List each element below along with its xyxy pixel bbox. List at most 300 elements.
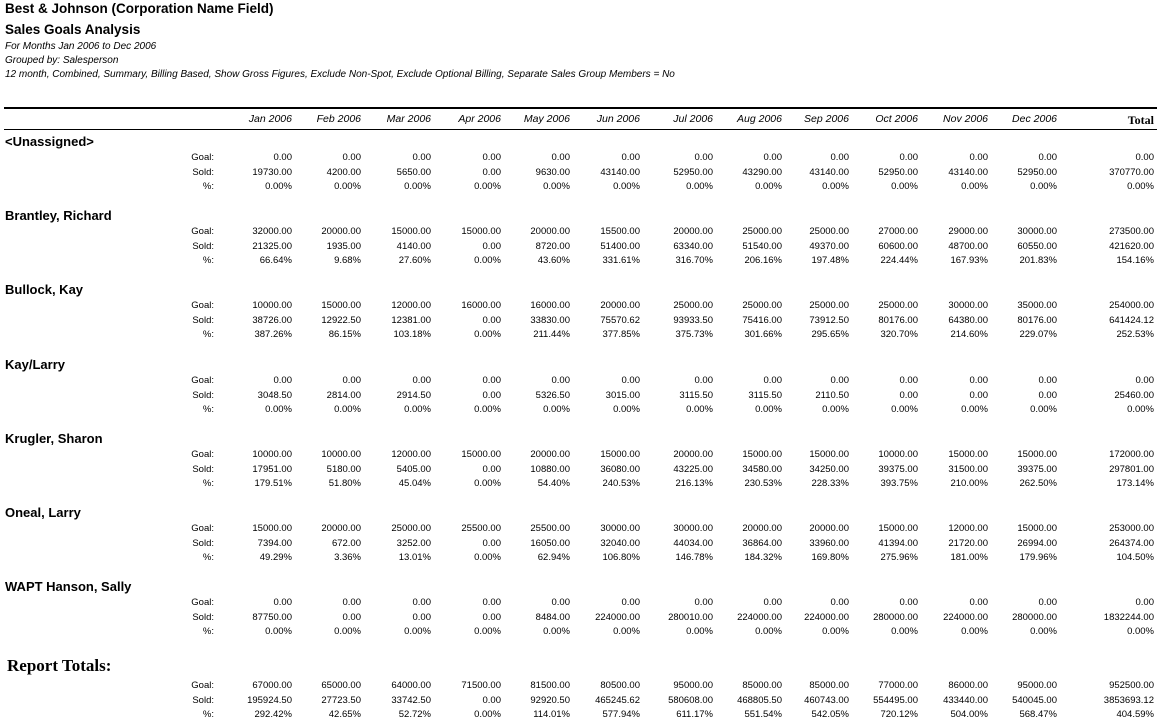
column-header: Dec 2006 [1012, 113, 1057, 125]
value-cell: 460743.00 [804, 695, 849, 706]
value-cell: 51400.00 [600, 241, 640, 252]
row-label: Goal: [191, 152, 214, 163]
value-cell: 0.00% [1030, 626, 1057, 637]
value-cell: 0.00 [482, 375, 501, 386]
value-cell: 103.18% [393, 329, 431, 340]
row-label: Sold: [192, 695, 214, 706]
total-cell: 172000.00 [1109, 449, 1154, 460]
value-cell: 210.00% [950, 478, 988, 489]
total-cell: 0.00 [1135, 597, 1154, 608]
value-cell: 0.00% [543, 404, 570, 415]
value-cell: 230.53% [744, 478, 782, 489]
value-cell: 0.00 [830, 375, 849, 386]
value-cell: 672.00 [331, 538, 361, 549]
value-cell: 0.00 [482, 390, 501, 401]
value-cell: 36080.00 [600, 464, 640, 475]
value-cell: 540045.00 [1012, 695, 1057, 706]
value-cell: 30000.00 [948, 300, 988, 311]
value-cell: 0.00% [543, 626, 570, 637]
value-cell: 184.32% [744, 552, 782, 563]
value-cell: 4140.00 [396, 241, 431, 252]
value-cell: 30000.00 [1017, 226, 1057, 237]
value-cell: 81500.00 [530, 680, 570, 691]
value-cell: 0.00 [969, 152, 988, 163]
value-cell: 0.00 [482, 152, 501, 163]
value-cell: 29000.00 [948, 226, 988, 237]
value-cell: 12000.00 [391, 300, 431, 311]
value-cell: 0.00 [621, 597, 640, 608]
value-cell: 20000.00 [600, 300, 640, 311]
value-cell: 25000.00 [742, 226, 782, 237]
value-cell: 0.00 [763, 152, 782, 163]
value-cell: 0.00% [961, 404, 988, 415]
value-cell: 0.00 [969, 375, 988, 386]
value-cell: 0.00% [334, 181, 361, 192]
row-label: %: [202, 478, 214, 489]
value-cell: 0.00 [969, 390, 988, 401]
value-cell: 8484.00 [535, 612, 570, 623]
value-cell: 0.00% [613, 404, 640, 415]
column-header-total: Total [1127, 113, 1154, 127]
value-cell: 15000.00 [461, 226, 501, 237]
value-cell: 38726.00 [252, 315, 292, 326]
value-cell: 12381.00 [391, 315, 431, 326]
value-cell: 85000.00 [809, 680, 849, 691]
value-cell: 87750.00 [252, 612, 292, 623]
value-cell: 0.00 [342, 597, 361, 608]
value-cell: 0.00% [474, 626, 501, 637]
value-cell: 75416.00 [742, 315, 782, 326]
column-header: Jan 2006 [248, 113, 292, 125]
total-cell: 252.53% [1116, 329, 1154, 340]
report-grouping: Grouped by: Salesperson [5, 55, 119, 66]
row-label: %: [202, 404, 214, 415]
value-cell: 0.00 [899, 152, 918, 163]
value-cell: 0.00% [686, 404, 713, 415]
total-cell: 104.50% [1116, 552, 1154, 563]
value-cell: 5180.00 [326, 464, 361, 475]
value-cell: 0.00% [474, 709, 501, 720]
value-cell: 0.00% [822, 404, 849, 415]
value-cell: 228.33% [811, 478, 849, 489]
value-cell: 63340.00 [673, 241, 713, 252]
column-header: May 2006 [523, 113, 570, 125]
value-cell: 25000.00 [742, 300, 782, 311]
row-label: %: [202, 626, 214, 637]
value-cell: 0.00% [755, 181, 782, 192]
value-cell: 375.73% [675, 329, 713, 340]
value-cell: 20000.00 [321, 523, 361, 534]
value-cell: 169.80% [811, 552, 849, 563]
value-cell: 0.00% [961, 626, 988, 637]
value-cell: 0.00 [899, 375, 918, 386]
total-cell: 0.00 [1135, 375, 1154, 386]
report-period: For Months Jan 2006 to Dec 2006 [5, 41, 157, 52]
value-cell: 0.00% [822, 181, 849, 192]
total-cell: 952500.00 [1109, 680, 1154, 691]
value-cell: 0.00 [342, 152, 361, 163]
value-cell: 42.65% [328, 709, 361, 720]
column-header: Jun 2006 [596, 113, 640, 125]
value-cell: 0.00% [474, 255, 501, 266]
value-cell: 0.00% [474, 478, 501, 489]
value-cell: 331.61% [602, 255, 640, 266]
value-cell: 80176.00 [878, 315, 918, 326]
total-cell: 0.00 [1135, 152, 1154, 163]
value-cell: 15000.00 [321, 300, 361, 311]
value-cell: 551.54% [744, 709, 782, 720]
value-cell: 20000.00 [809, 523, 849, 534]
value-cell: 0.00 [694, 597, 713, 608]
total-cell: 154.16% [1116, 255, 1154, 266]
value-cell: 92920.50 [530, 695, 570, 706]
value-cell: 275.96% [880, 552, 918, 563]
value-cell: 95000.00 [673, 680, 713, 691]
value-cell: 30000.00 [600, 523, 640, 534]
value-cell: 316.70% [675, 255, 713, 266]
value-cell: 10000.00 [252, 300, 292, 311]
value-cell: 224000.00 [943, 612, 988, 623]
value-cell: 20000.00 [321, 226, 361, 237]
value-cell: 35000.00 [1017, 300, 1057, 311]
value-cell: 25500.00 [461, 523, 501, 534]
value-cell: 41394.00 [878, 538, 918, 549]
value-cell: 542.05% [811, 709, 849, 720]
value-cell: 0.00% [404, 626, 431, 637]
value-cell: 0.00 [482, 464, 501, 475]
row-label: Goal: [191, 680, 214, 691]
value-cell: 1935.00 [326, 241, 361, 252]
value-cell: 2814.00 [326, 390, 361, 401]
value-cell: 0.00% [334, 404, 361, 415]
value-cell: 0.00% [613, 626, 640, 637]
value-cell: 0.00% [1030, 181, 1057, 192]
value-cell: 30000.00 [673, 523, 713, 534]
value-cell: 43140.00 [600, 167, 640, 178]
value-cell: 43225.00 [673, 464, 713, 475]
value-cell: 3115.50 [748, 390, 782, 401]
value-cell: 52950.00 [673, 167, 713, 178]
value-cell: 5405.00 [396, 464, 431, 475]
value-cell: 51540.00 [742, 241, 782, 252]
value-cell: 0.00 [694, 152, 713, 163]
value-cell: 0.00 [763, 375, 782, 386]
row-label: Sold: [192, 315, 214, 326]
column-header: Oct 2006 [875, 113, 918, 125]
value-cell: 4200.00 [326, 167, 361, 178]
value-cell: 387.26% [254, 329, 292, 340]
value-cell: 568.47% [1019, 709, 1057, 720]
row-label: Goal: [191, 300, 214, 311]
value-cell: 25000.00 [391, 523, 431, 534]
value-cell: 295.65% [811, 329, 849, 340]
value-cell: 146.78% [675, 552, 713, 563]
value-cell: 0.00 [1038, 152, 1057, 163]
value-cell: 0.00 [551, 152, 570, 163]
value-cell: 8720.00 [535, 241, 570, 252]
value-cell: 465245.62 [595, 695, 640, 706]
row-label: Sold: [192, 390, 214, 401]
total-cell: 641424.12 [1109, 315, 1154, 326]
value-cell: 25000.00 [809, 300, 849, 311]
value-cell: 167.93% [950, 255, 988, 266]
value-cell: 3.36% [334, 552, 361, 563]
column-header: Sep 2006 [804, 113, 849, 125]
total-cell: 297801.00 [1109, 464, 1154, 475]
value-cell: 0.00% [543, 181, 570, 192]
value-cell: 45.04% [398, 478, 431, 489]
value-cell: 201.83% [1019, 255, 1057, 266]
value-cell: 0.00 [621, 152, 640, 163]
value-cell: 32040.00 [600, 538, 640, 549]
value-cell: 20000.00 [673, 226, 713, 237]
total-cell: 25460.00 [1114, 390, 1154, 401]
value-cell: 0.00 [1038, 375, 1057, 386]
value-cell: 75570.62 [600, 315, 640, 326]
value-cell: 48700.00 [948, 241, 988, 252]
value-cell: 0.00 [1038, 390, 1057, 401]
value-cell: 0.00% [265, 404, 292, 415]
value-cell: 0.00 [412, 612, 431, 623]
value-cell: 60600.00 [878, 241, 918, 252]
salesperson-name: Oneal, Larry [5, 505, 81, 520]
value-cell: 301.66% [744, 329, 782, 340]
value-cell: 0.00 [273, 152, 292, 163]
value-cell: 0.00 [482, 241, 501, 252]
total-cell: 253000.00 [1109, 523, 1154, 534]
value-cell: 0.00% [822, 626, 849, 637]
value-cell: 393.75% [880, 478, 918, 489]
value-cell: 433440.00 [943, 695, 988, 706]
value-cell: 0.00% [755, 404, 782, 415]
value-cell: 0.00% [404, 181, 431, 192]
salesperson-name: WAPT Hanson, Sally [5, 579, 132, 594]
value-cell: 504.00% [950, 709, 988, 720]
value-cell: 0.00 [830, 152, 849, 163]
value-cell: 15000.00 [878, 523, 918, 534]
value-cell: 17951.00 [252, 464, 292, 475]
value-cell: 206.16% [744, 255, 782, 266]
total-cell: 264374.00 [1109, 538, 1154, 549]
value-cell: 0.00 [830, 597, 849, 608]
value-cell: 0.00% [334, 626, 361, 637]
row-label: Goal: [191, 226, 214, 237]
value-cell: 0.00% [474, 404, 501, 415]
value-cell: 0.00 [482, 695, 501, 706]
value-cell: 60550.00 [1017, 241, 1057, 252]
value-cell: 214.60% [950, 329, 988, 340]
value-cell: 0.00 [273, 597, 292, 608]
value-cell: 580608.00 [668, 695, 713, 706]
value-cell: 216.13% [675, 478, 713, 489]
value-cell: 95000.00 [1017, 680, 1057, 691]
value-cell: 5650.00 [396, 167, 431, 178]
value-cell: 10000.00 [321, 449, 361, 460]
value-cell: 12000.00 [391, 449, 431, 460]
value-cell: 0.00 [482, 597, 501, 608]
value-cell: 86000.00 [948, 680, 988, 691]
value-cell: 19730.00 [252, 167, 292, 178]
value-cell: 240.53% [602, 478, 640, 489]
value-cell: 15500.00 [600, 226, 640, 237]
value-cell: 16000.00 [530, 300, 570, 311]
value-cell: 80500.00 [600, 680, 640, 691]
value-cell: 611.17% [676, 709, 713, 720]
value-cell: 0.00 [273, 375, 292, 386]
value-cell: 0.00 [551, 375, 570, 386]
row-label: %: [202, 709, 214, 720]
value-cell: 52950.00 [1017, 167, 1057, 178]
value-cell: 15000.00 [1017, 523, 1057, 534]
value-cell: 25500.00 [530, 523, 570, 534]
column-header: Jul 2006 [673, 113, 713, 125]
value-cell: 292.42% [254, 709, 292, 720]
value-cell: 10880.00 [530, 464, 570, 475]
value-cell: 71500.00 [461, 680, 501, 691]
value-cell: 2914.50 [396, 390, 431, 401]
value-cell: 0.00 [482, 538, 501, 549]
value-cell: 21325.00 [252, 241, 292, 252]
value-cell: 224.44% [880, 255, 918, 266]
value-cell: 224000.00 [595, 612, 640, 623]
value-cell: 3115.50 [679, 390, 713, 401]
value-cell: 211.44% [533, 329, 570, 340]
total-cell: 0.00% [1127, 404, 1154, 415]
value-cell: 20000.00 [673, 449, 713, 460]
value-cell: 43140.00 [809, 167, 849, 178]
value-cell: 15000.00 [742, 449, 782, 460]
total-cell: 404.59% [1116, 709, 1154, 720]
value-cell: 15000.00 [461, 449, 501, 460]
value-cell: 25000.00 [878, 300, 918, 311]
value-cell: 0.00 [412, 597, 431, 608]
value-cell: 93933.50 [673, 315, 713, 326]
value-cell: 229.07% [1019, 329, 1057, 340]
value-cell: 0.00% [265, 181, 292, 192]
value-cell: 36864.00 [742, 538, 782, 549]
value-cell: 64380.00 [948, 315, 988, 326]
column-header: Nov 2006 [943, 113, 988, 125]
total-cell: 3853693.12 [1103, 695, 1154, 706]
value-cell: 179.51% [254, 478, 292, 489]
value-cell: 0.00 [482, 167, 501, 178]
value-cell: 0.00% [891, 404, 918, 415]
total-cell: 254000.00 [1109, 300, 1154, 311]
value-cell: 13.01% [398, 552, 431, 563]
value-cell: 34580.00 [742, 464, 782, 475]
total-cell: 421620.00 [1109, 241, 1154, 252]
column-header: Feb 2006 [316, 113, 361, 125]
value-cell: 27.60% [398, 255, 431, 266]
value-cell: 0.00% [265, 626, 292, 637]
row-label: %: [202, 181, 214, 192]
value-cell: 32000.00 [252, 226, 292, 237]
value-cell: 27000.00 [878, 226, 918, 237]
value-cell: 9.68% [334, 255, 361, 266]
value-cell: 43140.00 [948, 167, 988, 178]
column-header: Aug 2006 [737, 113, 782, 125]
value-cell: 280000.00 [873, 612, 918, 623]
value-cell: 179.96% [1019, 552, 1057, 563]
value-cell: 54.40% [537, 478, 570, 489]
value-cell: 468805.50 [737, 695, 782, 706]
row-label: Goal: [191, 523, 214, 534]
value-cell: 66.64% [259, 255, 292, 266]
total-cell: 173.14% [1116, 478, 1154, 489]
value-cell: 26994.00 [1017, 538, 1057, 549]
value-cell: 0.00 [342, 375, 361, 386]
value-cell: 0.00% [891, 626, 918, 637]
value-cell: 0.00 [482, 315, 501, 326]
value-cell: 720.12% [880, 709, 918, 720]
value-cell: 577.94% [602, 709, 640, 720]
value-cell: 3252.00 [396, 538, 431, 549]
value-cell: 181.00% [950, 552, 988, 563]
value-cell: 3048.50 [257, 390, 292, 401]
value-cell: 0.00% [404, 404, 431, 415]
value-cell: 15000.00 [948, 449, 988, 460]
value-cell: 0.00 [1038, 597, 1057, 608]
value-cell: 34250.00 [809, 464, 849, 475]
value-cell: 554495.00 [873, 695, 918, 706]
value-cell: 0.00% [474, 181, 501, 192]
value-cell: 52950.00 [878, 167, 918, 178]
value-cell: 0.00% [891, 181, 918, 192]
value-cell: 64000.00 [391, 680, 431, 691]
value-cell: 0.00 [482, 612, 501, 623]
value-cell: 197.48% [811, 255, 849, 266]
value-cell: 85000.00 [742, 680, 782, 691]
salesperson-name: Brantley, Richard [5, 208, 112, 223]
value-cell: 43290.00 [742, 167, 782, 178]
value-cell: 0.00 [412, 152, 431, 163]
value-cell: 0.00% [686, 181, 713, 192]
row-label: Sold: [192, 464, 214, 475]
value-cell: 20000.00 [530, 449, 570, 460]
value-cell: 106.80% [602, 552, 640, 563]
value-cell: 0.00% [613, 181, 640, 192]
value-cell: 0.00 [412, 375, 431, 386]
column-header: Mar 2006 [386, 113, 431, 125]
value-cell: 62.94% [537, 552, 570, 563]
value-cell: 33830.00 [530, 315, 570, 326]
value-cell: 49370.00 [809, 241, 849, 252]
value-cell: 39375.00 [878, 464, 918, 475]
value-cell: 9630.00 [535, 167, 570, 178]
salesperson-name: Bullock, Kay [5, 282, 84, 297]
value-cell: 25000.00 [673, 300, 713, 311]
row-label: %: [202, 255, 214, 266]
value-cell: 0.00 [899, 390, 918, 401]
header-rule-bottom [4, 129, 1157, 130]
value-cell: 2110.50 [815, 390, 849, 401]
total-cell: 370770.00 [1109, 167, 1154, 178]
value-cell: 224000.00 [737, 612, 782, 623]
value-cell: 43.60% [537, 255, 570, 266]
value-cell: 3015.00 [605, 390, 640, 401]
row-label: Goal: [191, 375, 214, 386]
report-title: Sales Goals Analysis [5, 22, 141, 37]
salesperson-name: <Unassigned> [5, 134, 94, 149]
value-cell: 44034.00 [673, 538, 713, 549]
value-cell: 33960.00 [809, 538, 849, 549]
value-cell: 52.72% [398, 709, 431, 720]
value-cell: 0.00 [969, 597, 988, 608]
value-cell: 0.00 [763, 597, 782, 608]
row-label: Sold: [192, 167, 214, 178]
value-cell: 73912.50 [809, 315, 849, 326]
value-cell: 0.00 [694, 375, 713, 386]
